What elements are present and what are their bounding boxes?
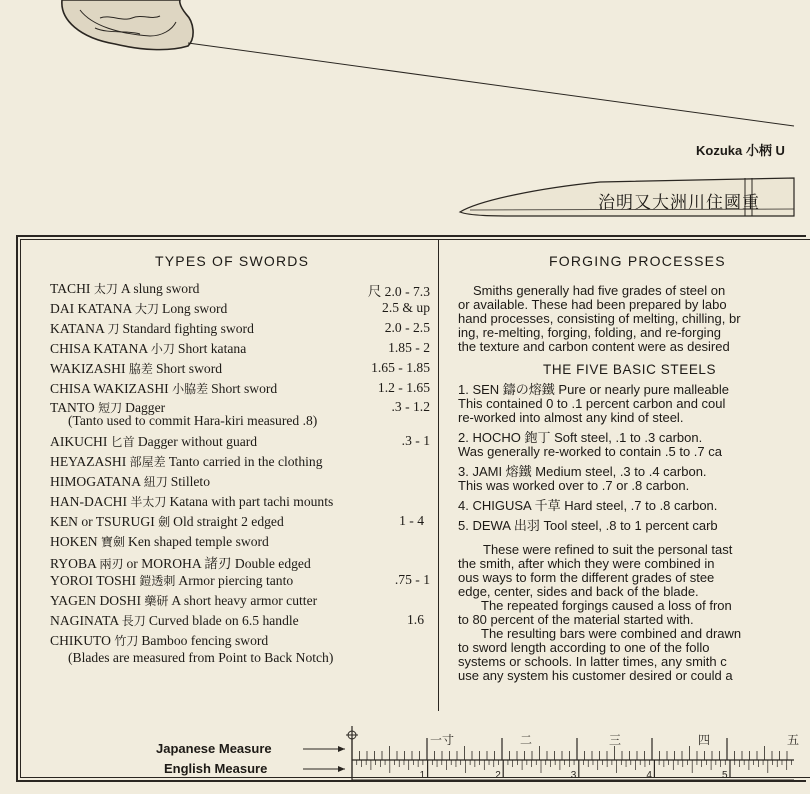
english-measure-mark: 1 (419, 770, 426, 781)
forging-text-line: use any system his customer desired or could a (458, 668, 733, 683)
sword-type-name (50, 360, 222, 377)
sword-romaji: CHISA WAKIZASHI (50, 381, 173, 396)
sword-type-name (50, 300, 227, 317)
sword-type-name (50, 552, 311, 572)
sword-type-name (50, 473, 210, 490)
english-measure-label: English Measure (164, 761, 268, 776)
english-measure-mark: 2 (495, 770, 501, 781)
sword-kanji: 短刀 (98, 401, 126, 415)
measurement-footnote: (Blades are measured from Point to Back Notch) (68, 650, 334, 665)
sword-type-name (50, 632, 268, 649)
sword-type-row (50, 360, 430, 380)
sword-romaji: HIMOGATANA (50, 474, 144, 489)
sword-description: or MOROHA 諸刃 Double edged (126, 556, 311, 571)
kozuka-caption: Kozuka 小柄 U (696, 143, 785, 158)
sword-description: Ken shaped temple sword (128, 534, 269, 549)
sword-type-name (50, 592, 317, 609)
forging-text-line: or available. These had been prepared by labo (458, 297, 727, 312)
sword-measure: 1.85 - 2 (388, 340, 430, 355)
forging-text-line: These were refined to suit the personal tast (483, 542, 733, 557)
column-divider (438, 239, 439, 711)
forging-text-line: ing, re-melting, forging, folding, and re-forging (458, 325, 722, 340)
sword-type-row (50, 340, 430, 360)
sword-measure: 2.0 - 2.5 (384, 320, 430, 335)
steel-text-line: This contained 0 to .1 percent carbon and coul (458, 396, 726, 411)
sword-kanji: 兩刃 (99, 557, 127, 571)
sword-romaji: KEN or TSURUGI (50, 514, 159, 529)
sword-type-row (50, 380, 430, 400)
sword-type-name (50, 320, 254, 337)
steel-text-line: Was generally re-worked to contain .5 to .7 ca (458, 444, 722, 459)
sword-type-name (50, 433, 257, 450)
sword-description: Stilleto (170, 474, 210, 489)
sword-kanji: 太刀 (93, 282, 121, 296)
sword-romaji: AIKUCHI (50, 434, 111, 449)
sword-romaji: CHIKUTO (50, 633, 115, 648)
sword-romaji: WAKIZASHI (50, 361, 129, 376)
sword-description: Long sword (162, 301, 228, 316)
japanese-measure-mark: 二 (520, 733, 533, 747)
sword-type-row (50, 552, 430, 572)
sword-romaji: CHISA KATANA (50, 341, 151, 356)
sword-description: Old straight 2 edged (173, 514, 284, 529)
sword-kanji: 脇差 (128, 362, 156, 376)
sword-kanji: 小脇差 (172, 382, 212, 396)
blade-inscription: 治明又大洲川住國重 (598, 193, 760, 213)
steel-text-line: 3. JAMI 熔鐵 Medium steel, .3 to .4 carbon. (458, 464, 707, 479)
sword-description: A slung sword (120, 281, 200, 296)
sword-measure: 1.2 - 1.65 (377, 380, 430, 395)
sword-kanji: 小刀 (150, 342, 178, 356)
sword-romaji: HAN-DACHI (50, 494, 131, 509)
sword-type-name (50, 572, 293, 589)
forging-text-line: the smith, after which they were combined in (458, 556, 715, 571)
sword-romaji: TANTO (50, 400, 99, 415)
forging-text-line: hand processes, consisting of melting, chilling, br (458, 311, 741, 326)
sword-romaji: YOROI TOSHI (50, 573, 140, 588)
sword-measure: 1 - 4 (399, 513, 424, 528)
sword-type-row (50, 473, 430, 493)
sword-kanji: 刀 (107, 322, 123, 336)
sword-romaji: HOKEN (50, 534, 101, 549)
sword-kanji: 半太刀 (130, 495, 170, 509)
sword-kanji: 部屋差 (129, 455, 169, 469)
steel-text-line: 1. SEN 鑄の熔鐵 Pure or nearly pure malleable (458, 382, 729, 397)
japanese-measure-label: Japanese Measure (156, 741, 272, 756)
sword-type-row (50, 592, 430, 612)
sword-description: Katana with part tachi mounts (169, 494, 334, 509)
english-measure-mark: 3 (570, 770, 577, 781)
arrow-head (338, 766, 345, 772)
sword-type-name (50, 453, 323, 470)
sword-type-row (50, 572, 430, 592)
sword-kanji: 寶劍 (100, 535, 128, 549)
types-of-swords-heading: TYPES OF SWORDS (155, 253, 310, 269)
steel-text-line: This was worked over to .7 or .8 carbon. (458, 478, 690, 493)
english-measure-mark: 5 (722, 770, 728, 781)
japanese-measure-mark: 五 (787, 733, 800, 747)
sword-kanji: 劍 (158, 515, 174, 529)
forging-text-line: The repeated forgings caused a loss of fron (481, 598, 732, 613)
tanto-note: (Tanto used to commit Hara-kiri measured .8) (68, 413, 318, 428)
kozuka-handle-ornament (62, 0, 193, 50)
sword-type-row (50, 433, 430, 453)
sword-kanji: 紐刀 (143, 475, 171, 489)
sword-kanji: 藥研 (144, 594, 172, 608)
sword-description: Bamboo fencing sword (141, 633, 269, 648)
sword-measure: 1.6 (407, 612, 424, 627)
sword-measure: .3 - 1 (401, 433, 430, 448)
sword-type-row (50, 513, 430, 533)
forging-text-line: to sword length according to one of the follo (458, 640, 710, 655)
steel-text-line: 2. HOCHO 鉋丁 Soft steel, .1 to .3 carbon. (458, 430, 703, 445)
sword-type-name (50, 533, 269, 550)
sword-kanji: 竹刀 (114, 634, 142, 648)
sword-type-row (50, 300, 430, 320)
sword-description: Short sword (211, 381, 278, 396)
steel-text-line: 4. CHIGUSA 千草 Hard steel, .7 to .8 carbon. (458, 498, 718, 513)
sword-type-row (50, 533, 430, 553)
measurement-ruler (0, 720, 800, 784)
sword-description: Dagger (125, 400, 166, 415)
sword-romaji: DAI KATANA (50, 301, 135, 316)
five-basic-steels-heading: THE FIVE BASIC STEELS (543, 362, 717, 377)
sword-type-name (50, 493, 333, 510)
sword-romaji: HEYAZASHI (50, 454, 130, 469)
sword-description: Tanto carried in the clothing (168, 454, 323, 469)
sword-type-row (50, 453, 430, 473)
sword-kanji: 大刀 (135, 302, 163, 316)
sword-measure: 1.65 - 1.85 (371, 360, 430, 375)
sword-description: Short sword (155, 361, 223, 376)
sword-romaji: NAGINATA (50, 613, 122, 628)
sword-description: Standard fighting sword (122, 321, 254, 336)
sword-measure: 2.5 & up (382, 300, 430, 315)
forging-text-line: systems or schools. In latter times, any smith c (458, 654, 727, 669)
japanese-measure-mark: 一寸 (430, 733, 455, 747)
sword-measure: 尺 2.0 - 7.3 (367, 284, 430, 299)
sword-description: Armor piercing tanto (178, 573, 294, 588)
forging-text-line: The resulting bars were combined and drawn (481, 626, 742, 641)
forging-text-line: Smiths generally had five grades of steel on (473, 283, 726, 298)
sword-description: Short katana (177, 341, 247, 356)
sword-type-name (50, 380, 277, 397)
arrow-head (338, 746, 345, 752)
sword-type-row (50, 320, 430, 340)
sword-romaji: TACHI (50, 281, 94, 296)
forging-processes-heading: FORGING PROCESSES (549, 253, 726, 269)
forging-text-line: ous ways to form the different grades of stee (458, 570, 715, 585)
steel-text-line: re-worked into almost any kind of steel. (458, 410, 684, 425)
sword-description: Dagger without guard (137, 434, 258, 449)
sword-type-name (50, 612, 299, 629)
sword-type-row (50, 632, 430, 652)
sword-romaji: YAGEN DOSHI (50, 593, 145, 608)
sword-type-name (50, 280, 199, 297)
forging-text-line: the texture and carbon content were as desired (458, 339, 730, 354)
sword-description: Curved blade on 6.5 handle (148, 613, 299, 628)
steel-text-line: 5. DEWA 出羽 Tool steel, .8 to 1 percent carb (458, 518, 718, 533)
sword-type-name (50, 340, 246, 357)
sword-romaji: RYOBA (50, 556, 100, 571)
sword-measure: .75 - 1 (394, 572, 430, 587)
sword-kanji: 匕首 (110, 435, 138, 449)
sword-measure: .3 - 1.2 (391, 399, 430, 414)
english-measure-mark: 4 (646, 770, 652, 781)
forging-text-line: to 80 percent of the material started with. (458, 612, 694, 627)
sword-kanji: 鎧透刺 (139, 574, 179, 588)
forging-text-line: edge, center, sides and back of the blade. (458, 584, 699, 599)
sword-romaji: KATANA (50, 321, 108, 336)
sword-type-row (50, 493, 430, 513)
sword-description: A short heavy armor cutter (171, 593, 318, 608)
sword-type-row (50, 280, 430, 300)
sword-type-row (50, 612, 430, 632)
japanese-measure-mark: 三 (609, 733, 622, 747)
japanese-measure-mark: 四 (698, 733, 711, 747)
sword-kanji: 長刀 (121, 614, 149, 628)
sword-type-name (50, 513, 284, 530)
